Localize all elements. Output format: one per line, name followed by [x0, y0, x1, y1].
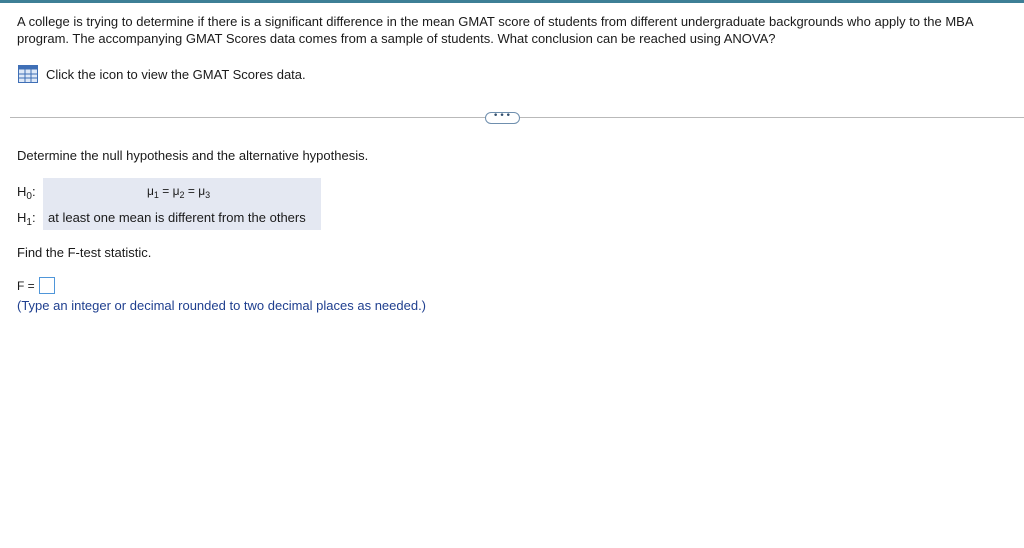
top-accent-bar [0, 0, 1024, 3]
f-test-prompt: Find the F-test statistic. [17, 245, 152, 260]
h0-answer: $\mu_1 = \mu_2 = \mu_3$ [147, 184, 211, 200]
gmat-data-link-label[interactable]: Click the icon to view the GMAT Scores data. [46, 66, 306, 82]
answer-format-hint: (Type an integer or decimal rounded to two decimal places as needed.) [17, 298, 427, 313]
f-statistic-input[interactable] [39, 277, 55, 294]
hypothesis-prompt: Determine the null hypothesis and the alternative hypothesis. [17, 148, 369, 163]
expand-more-button[interactable]: ••• [485, 112, 520, 124]
h0-label: $H_0$: [17, 184, 36, 202]
question-text: A college is trying to determine if there is a significant difference in the mean GMAT score of students from different undergraduate backgrounds who apply to the MBA program. The accompanying GMAT Scores data comes from a sample of students. What conclusion can be reached using ANOVA? [17, 14, 973, 46]
f-answer-row [17, 277, 55, 294]
table-grid-icon[interactable] [18, 65, 38, 83]
gmat-data-link[interactable] [18, 65, 306, 83]
h1-answer: at least one mean is different from the others [48, 210, 306, 225]
f-label: F = [17, 278, 35, 293]
h1-label: $H_1$: [17, 210, 36, 228]
